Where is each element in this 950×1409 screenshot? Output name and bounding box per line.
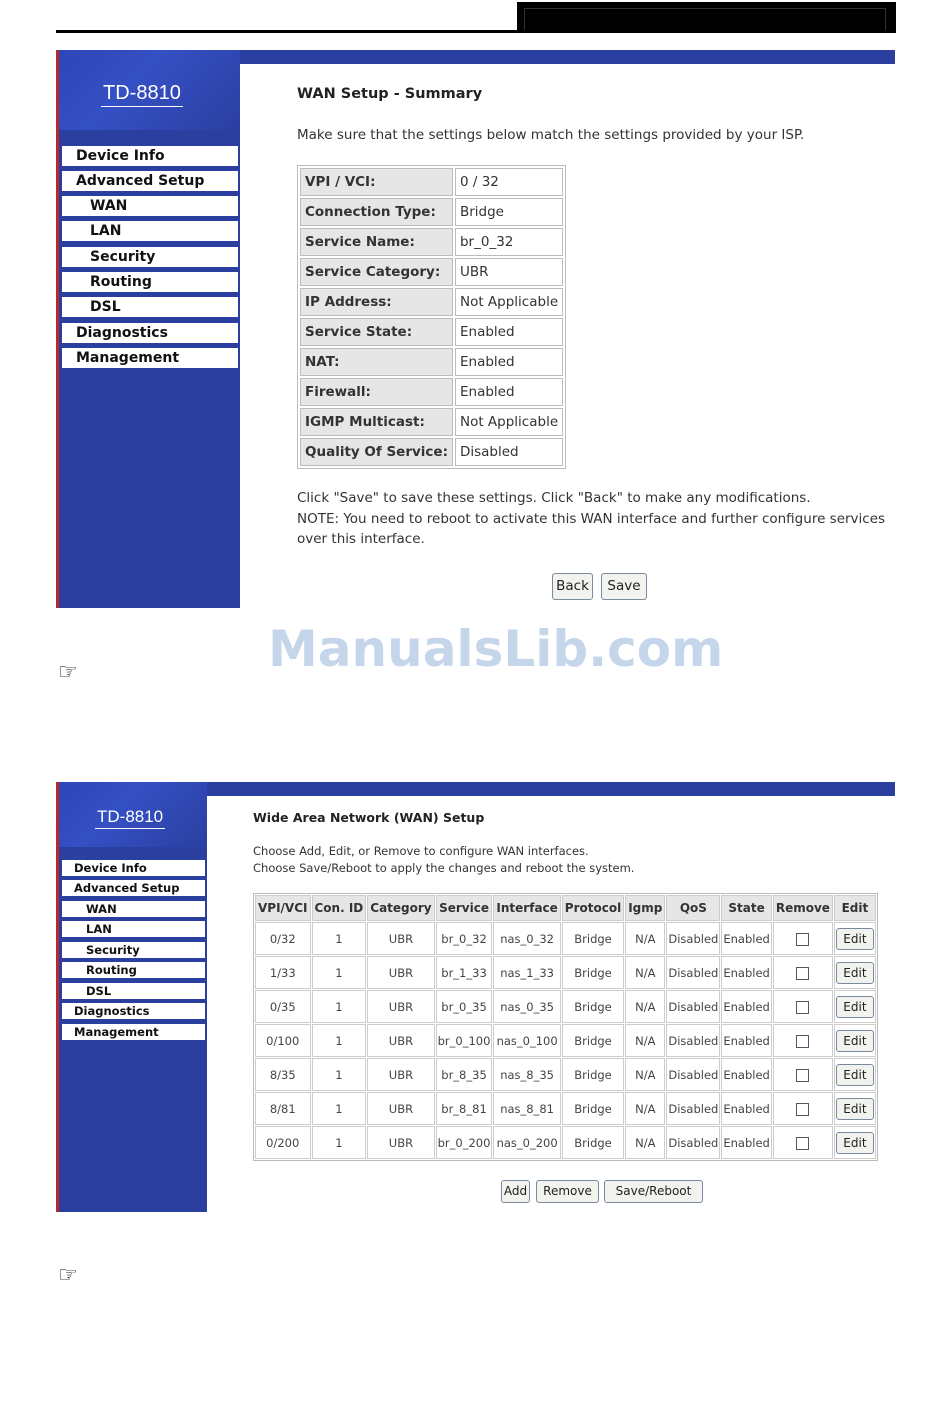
table-cell: 8/35: [255, 1058, 311, 1091]
sidebar: [56, 782, 207, 1212]
summary-row: [300, 438, 563, 466]
table-cell: nas_8_35: [493, 1058, 560, 1091]
summary-value: Enabled: [455, 348, 563, 376]
table-cell: 1: [312, 1024, 367, 1057]
menu-lan[interactable]: LAN: [62, 221, 238, 241]
table-cell: br_1_33: [436, 956, 493, 989]
edit-cell: [834, 1126, 876, 1159]
table-cell: Disabled: [666, 1058, 720, 1091]
summary-table: [297, 165, 566, 469]
summary-value: 0 / 32: [455, 168, 563, 196]
table-cell: br_0_200: [436, 1126, 493, 1159]
remove-cell: [773, 1058, 833, 1091]
summary-value: Disabled: [455, 438, 563, 466]
column-header: Service: [436, 895, 493, 921]
summary-label: Connection Type:: [300, 198, 453, 226]
remove-cell: [773, 1126, 833, 1159]
table-cell: Disabled: [666, 956, 720, 989]
table-cell: Disabled: [666, 1092, 720, 1125]
table-cell: UBR: [367, 1092, 434, 1125]
edit-button[interactable]: Edit: [836, 996, 874, 1018]
edit-button[interactable]: Edit: [836, 1098, 874, 1120]
summary-row: [300, 408, 563, 436]
table-cell: UBR: [367, 1024, 434, 1057]
table-cell: Bridge: [562, 922, 624, 955]
summary-row: [300, 288, 563, 316]
intro-text: Make sure that the settings below match the settings provided by your ISP.: [297, 127, 805, 143]
edit-button[interactable]: Edit: [836, 1030, 874, 1052]
add-button[interactable]: Add: [501, 1180, 530, 1203]
instruction-line-2: Choose Save/Reboot to apply the changes and reboot the system.: [253, 861, 635, 875]
table-cell: Bridge: [562, 1058, 624, 1091]
table-cell: 1: [312, 1126, 367, 1159]
table-cell: Enabled: [721, 1024, 771, 1057]
menu-routing[interactable]: Routing: [62, 272, 238, 292]
summary-row: [300, 228, 563, 256]
content-area: [240, 64, 895, 608]
table-cell: 1: [312, 956, 367, 989]
remove-button[interactable]: Remove: [536, 1180, 599, 1203]
table-cell: N/A: [625, 990, 665, 1023]
table-cell: Bridge: [562, 1126, 624, 1159]
summary-label: IGMP Multicast:: [300, 408, 453, 436]
remove-checkbox[interactable]: [796, 1035, 809, 1048]
table-row: [255, 1058, 876, 1091]
summary-row: [300, 318, 563, 346]
summary-label: Firewall:: [300, 378, 453, 406]
table-cell: UBR: [367, 956, 434, 989]
column-header: Con. ID: [312, 895, 367, 921]
menu-management[interactable]: Management: [62, 1024, 205, 1040]
header-black-bar: [517, 2, 896, 32]
instruction-line-1: Choose Add, Edit, or Remove to configure WAN interfaces.: [253, 844, 589, 858]
table-cell: Enabled: [721, 1126, 771, 1159]
remove-checkbox[interactable]: [796, 1001, 809, 1014]
column-header: QoS: [666, 895, 720, 921]
product-logo: TD-8810: [95, 807, 165, 829]
table-cell: nas_0_200: [493, 1126, 560, 1159]
summary-value: Enabled: [455, 378, 563, 406]
remove-checkbox[interactable]: [796, 1069, 809, 1082]
column-header: VPI/VCI: [255, 895, 311, 921]
table-cell: br_0_100: [436, 1024, 493, 1057]
column-header: Category: [367, 895, 434, 921]
table-cell: Bridge: [562, 1092, 624, 1125]
summary-row: [300, 168, 563, 196]
logo-area: [59, 782, 207, 847]
table-cell: 1: [312, 1058, 367, 1091]
table-cell: UBR: [367, 1126, 434, 1159]
table-cell: N/A: [625, 1024, 665, 1057]
summary-value: Not Applicable: [455, 408, 563, 436]
menu-wan[interactable]: WAN: [62, 196, 238, 216]
page-title: Wide Area Network (WAN) Setup: [253, 810, 485, 825]
table-cell: nas_1_33: [493, 956, 560, 989]
remove-cell: [773, 990, 833, 1023]
back-button[interactable]: Back: [552, 573, 593, 600]
summary-row: [300, 258, 563, 286]
sidebar: [56, 50, 240, 608]
summary-value: Bridge: [455, 198, 563, 226]
table-cell: Disabled: [666, 1024, 720, 1057]
menu-device-info[interactable]: Device Info: [62, 860, 205, 876]
menu-advanced-setup[interactable]: Advanced Setup: [62, 171, 238, 191]
column-header: Protocol: [562, 895, 624, 921]
summary-label: Quality Of Service:: [300, 438, 453, 466]
table-row: [255, 1092, 876, 1125]
table-row: [255, 956, 876, 989]
table-cell: Bridge: [562, 956, 624, 989]
table-cell: br_0_32: [436, 922, 493, 955]
remove-checkbox[interactable]: [796, 1103, 809, 1116]
table-cell: 0/32: [255, 922, 311, 955]
remove-cell: [773, 1092, 833, 1125]
content-area: [207, 796, 895, 1212]
menu-dsl[interactable]: DSL: [62, 297, 238, 317]
logo-area: [59, 50, 240, 130]
table-cell: Enabled: [721, 956, 771, 989]
table-cell: UBR: [367, 1058, 434, 1091]
remove-cell: [773, 1024, 833, 1057]
column-header: State: [721, 895, 771, 921]
product-logo: TD-8810: [101, 82, 183, 107]
remove-checkbox[interactable]: [796, 1137, 809, 1150]
top-banner: [207, 782, 895, 796]
table-cell: N/A: [625, 1092, 665, 1125]
note-save-back: Click "Save" to save these settings. Click "Back" to make any modifications.: [297, 490, 811, 506]
edit-cell: [834, 1058, 876, 1091]
edit-cell: [834, 990, 876, 1023]
table-cell: Disabled: [666, 1126, 720, 1159]
table-cell: 0/200: [255, 1126, 311, 1159]
table-cell: 8/81: [255, 1092, 311, 1125]
table-cell: Enabled: [721, 1092, 771, 1125]
watermark: ManualsLib.com: [268, 620, 724, 678]
table-cell: br_8_35: [436, 1058, 493, 1091]
menu-dsl[interactable]: DSL: [62, 983, 205, 999]
table-cell: 1: [312, 990, 367, 1023]
remove-cell: [773, 922, 833, 955]
summary-label: NAT:: [300, 348, 453, 376]
menu-lan[interactable]: LAN: [62, 921, 205, 937]
note-reboot-cont: over this interface.: [297, 531, 425, 547]
summary-label: Service Category:: [300, 258, 453, 286]
remove-checkbox[interactable]: [796, 933, 809, 946]
edit-button[interactable]: Edit: [836, 928, 874, 950]
table-cell: UBR: [367, 990, 434, 1023]
summary-row: [300, 378, 563, 406]
edit-button[interactable]: Edit: [836, 1132, 874, 1154]
hand-pointer-icon: ☞: [58, 1263, 78, 1288]
wan-setup-screenshot: [56, 782, 895, 1212]
note-reboot: NOTE: You need to reboot to activate this WAN interface and further configure services: [297, 511, 886, 527]
menu-advanced-setup[interactable]: Advanced Setup: [62, 880, 205, 896]
table-cell: 0/35: [255, 990, 311, 1023]
menu-security[interactable]: Security: [62, 942, 205, 958]
summary-label: Service State:: [300, 318, 453, 346]
table-row: [255, 990, 876, 1023]
summary-value: br_0_32: [455, 228, 563, 256]
top-banner: [240, 50, 895, 64]
column-header: Remove: [773, 895, 833, 921]
table-cell: nas_8_81: [493, 1092, 560, 1125]
menu-security[interactable]: Security: [62, 247, 238, 267]
menu-diagnostics[interactable]: Diagnostics: [62, 1003, 205, 1019]
menu-diagnostics[interactable]: Diagnostics: [62, 323, 238, 343]
column-header: Edit: [834, 895, 876, 921]
wan-summary-screenshot: [56, 50, 895, 608]
table-cell: nas_0_32: [493, 922, 560, 955]
edit-cell: [834, 1092, 876, 1125]
page-title: WAN Setup - Summary: [297, 86, 483, 102]
summary-value: Enabled: [455, 318, 563, 346]
table-cell: 1: [312, 1092, 367, 1125]
table-cell: br_0_35: [436, 990, 493, 1023]
menu-wan[interactable]: WAN: [62, 901, 205, 917]
summary-label: VPI / VCI:: [300, 168, 453, 196]
summary-value: Not Applicable: [455, 288, 563, 316]
wan-table: [253, 893, 878, 1161]
menu-routing[interactable]: Routing: [62, 962, 205, 978]
table-row: [255, 1126, 876, 1159]
menu-management[interactable]: Management: [62, 348, 238, 368]
table-cell: 1: [312, 922, 367, 955]
edit-button[interactable]: Edit: [836, 962, 874, 984]
summary-row: [300, 348, 563, 376]
table-cell: Disabled: [666, 922, 720, 955]
table-cell: 1/33: [255, 956, 311, 989]
table-cell: Disabled: [666, 990, 720, 1023]
table-cell: 0/100: [255, 1024, 311, 1057]
header-rule: [56, 30, 896, 33]
table-row: [255, 922, 876, 955]
save-reboot-button[interactable]: Save/Reboot: [604, 1180, 703, 1203]
hand-pointer-icon: ☞: [58, 660, 78, 685]
edit-button[interactable]: Edit: [836, 1064, 874, 1086]
table-cell: N/A: [625, 1126, 665, 1159]
table-cell: nas_0_35: [493, 990, 560, 1023]
summary-row: [300, 198, 563, 226]
table-cell: Enabled: [721, 990, 771, 1023]
table-cell: N/A: [625, 922, 665, 955]
table-cell: br_8_81: [436, 1092, 493, 1125]
edit-cell: [834, 956, 876, 989]
table-cell: Bridge: [562, 1024, 624, 1057]
edit-cell: [834, 1024, 876, 1057]
table-cell: Enabled: [721, 1058, 771, 1091]
edit-cell: [834, 922, 876, 955]
table-cell: Bridge: [562, 990, 624, 1023]
menu-device-info[interactable]: Device Info: [62, 146, 238, 166]
table-cell: nas_0_100: [493, 1024, 560, 1057]
table-cell: Enabled: [721, 922, 771, 955]
save-button[interactable]: Save: [601, 573, 647, 600]
remove-cell: [773, 956, 833, 989]
column-header: Interface: [493, 895, 560, 921]
summary-label: IP Address:: [300, 288, 453, 316]
remove-checkbox[interactable]: [796, 967, 809, 980]
summary-value: UBR: [455, 258, 563, 286]
column-header: Igmp: [625, 895, 665, 921]
table-cell: UBR: [367, 922, 434, 955]
table-cell: N/A: [625, 956, 665, 989]
table-row: [255, 1024, 876, 1057]
summary-label: Service Name:: [300, 228, 453, 256]
table-cell: N/A: [625, 1058, 665, 1091]
